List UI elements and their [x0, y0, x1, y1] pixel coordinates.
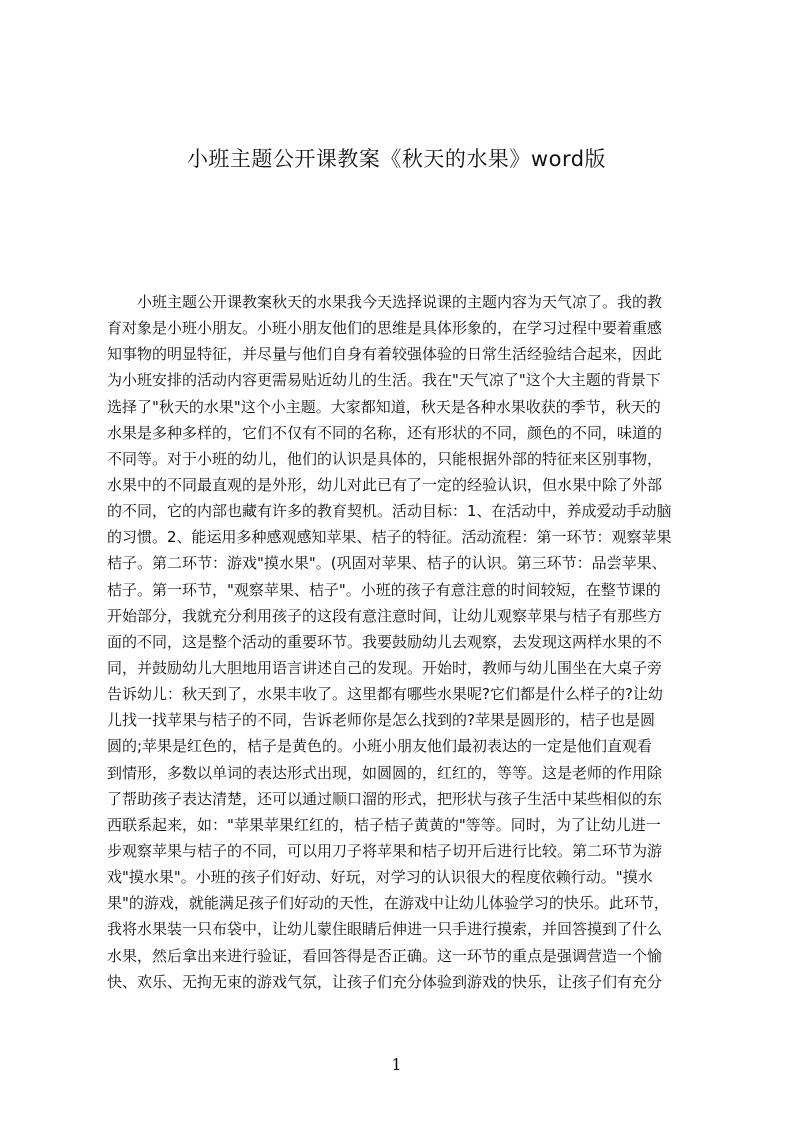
text-line: 同，并鼓励幼儿大胆地用语言讲述自己的发现。开始时，教师与幼儿围坐在大桌子旁 — [107, 658, 663, 677]
text-line: 步观察苹果与桔子的不同，可以用刀子将苹果和桔子切开后进行比较。第二环节为游 — [107, 841, 663, 860]
text-line: 不同等。对于小班的幼儿，他们的认识是具体的，只能根据外部的特征来区别事物， — [107, 449, 663, 468]
text-line: 水果是多种多样的，它们不仅有不同的名称，还有形状的不同，颜色的不同，味道的 — [107, 423, 663, 442]
text-line: 告诉幼儿：秋天到了，水果丰收了。这里都有哪些水果呢?它们都是什么样子的?让幼 — [107, 685, 663, 704]
text-line: 儿找一找苹果与桔子的不同，告诉老师你是怎么找到的?苹果是圆形的，桔子也是圆 — [107, 711, 655, 730]
text-line: 的不同，它的内部也藏有许多的教育契机。活动目标：1、在活动中，养成爱动手动脑 — [107, 502, 672, 521]
document-body — [107, 289, 698, 995]
text-line: 了帮助孩子表达清楚，还可以通过顺口溜的形式，把形状与孩子生活中某些相似的东 — [107, 789, 663, 808]
text-line: 我将水果装一只布袋中，让幼儿蒙住眼睛后伸进一只手进行摸索，并回答摸到了什么 — [107, 920, 663, 939]
text-line: 的习惯。2、能运用多种感观感知苹果、桔子的特征。活动流程：第一环节：观察苹果 — [107, 528, 672, 547]
text-line: 快、欢乐、无拘无束的游戏气氛，让孩子们充分体验到游戏的快乐，让孩子们有充分 — [107, 972, 663, 991]
text-line: 面的不同，这是整个活动的重要环节。我要鼓励幼儿去观察，去发现这两样水果的不 — [107, 632, 663, 651]
text-line: 戏"摸水果"。小班的孩子们好动、好玩，对学习的认识很大的程度依赖行动。"摸水 — [107, 868, 653, 887]
text-line: 育对象是小班小朋友。小班小朋友他们的思维是具体形象的，在学习过程中要着重感 — [107, 319, 663, 338]
text-line: 为小班安排的活动内容更需易贴近幼儿的生活。我在"天气凉了"这个大主题的背景下 — [107, 371, 661, 390]
page-number: 1 — [391, 1055, 402, 1074]
text-line: 小班主题公开课教案秋天的水果我今天选择说课的主题内容为天气凉了。我的教 — [107, 293, 663, 311]
text-line: 圆的;苹果是红色的，桔子是黄色的。小班小朋友他们最初表达的一定是他们直观看 — [107, 737, 653, 756]
text-line: 水果中的不同最直观的是外形，幼儿对此已有了一定的经验认识，但水果中除了外部 — [107, 475, 663, 494]
text-line: 到情形，多数以单词的表达形式出现，如圆圆的，红红的，等等。这是老师的作用除 — [107, 763, 663, 782]
text-line: 桔子。第一环节，"观察苹果、桔子"。小班的孩子有意注意的时间较短，在整节课的 — [107, 580, 661, 599]
text-line: 水果，然后拿出来进行验证，看回答得是否正确。这一环节的重点是强调营造一个愉 — [107, 946, 663, 965]
text-line: 知事物的明显特征，并尽量与他们自身有着较强体验的日常生活经验结合起来，因此 — [107, 345, 663, 364]
text-line: 选择了"秋天的水果"这个小主题。大家都知道，秋天是各种水果收获的季节，秋天的 — [107, 397, 661, 416]
text-line: 果"的游戏，就能满足孩子们好动的天性，在游戏中让幼儿体验学习的快乐。此环节， — [107, 894, 669, 913]
document-title: 小班主题公开课教案《秋天的水果》word版 — [186, 147, 607, 171]
text-line: 桔子。第二环节：游戏"摸水果"。(巩固对苹果、桔子的认识。第三环节：品尝苹果、 — [107, 554, 667, 573]
text-line: 开始部分，我就充分利用孩子的这段有意注意时间，让幼儿观察苹果与桔子有那些方 — [107, 606, 663, 625]
text-line: 西联系起来，如："苹果苹果红红的，桔子桔子黄黄的"等等。同时，为了让幼儿进一 — [107, 815, 661, 834]
